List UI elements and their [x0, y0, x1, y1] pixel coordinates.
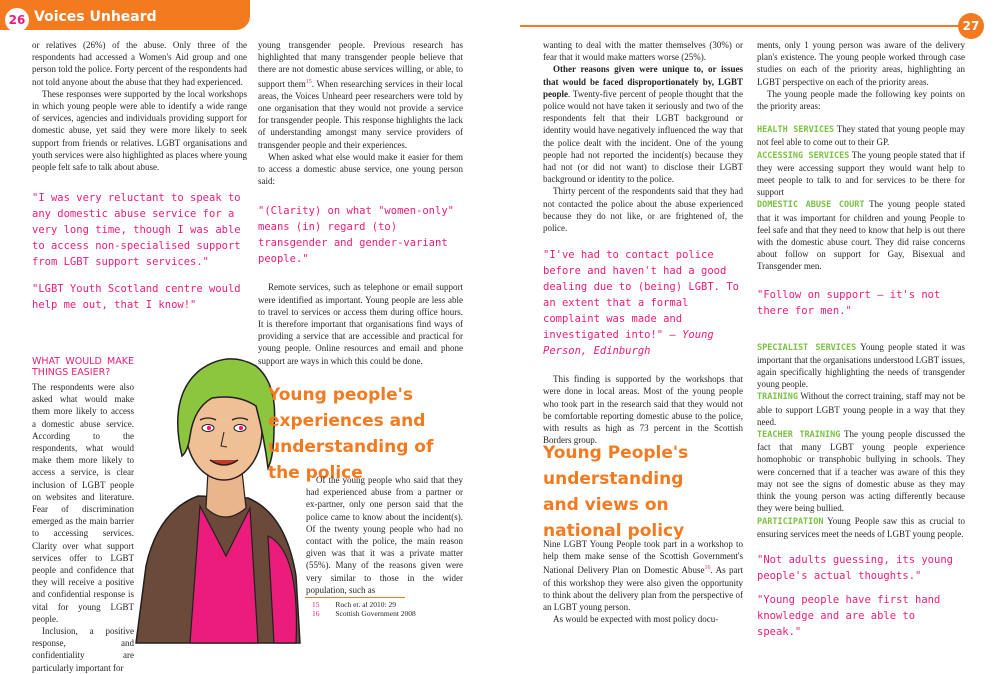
- section-heading: WHAT WOULD MAKE THINGS EASIER?: [32, 356, 134, 378]
- text: . When researching services in their local areas, the Voices Unheard peer researchers were told by one organisation that they would not provide a service for transgender people. This response highlights the lack of understanding amongst many service providers of transgender people and their experiences.: [258, 78, 463, 150]
- paragraph: Thirty percent of the respondents said that they had not contacted the police about the abuse experienced because they do not like, or are frightened of, the police.: [543, 186, 743, 234]
- quote-attribution: – Young Person, Edinburgh: [543, 329, 714, 358]
- priority-text: They stated that young people may not feel able to come out to their GP.: [757, 124, 966, 148]
- quote-text: "I've had to contact police before and haven't had a good dealing due to (being) LGBT. To an extent that a formal complaint was made and investigated into!": [543, 249, 739, 342]
- national-policy-heading: Young People's understanding and views on national policy: [543, 443, 689, 541]
- footnote-number: 16: [312, 609, 320, 618]
- paragraph: This finding is supported by the workshops that were done in local areas. Most of the young people who took part in the research said that they would not be comfortable reporting domestic abuse to the police, with results as high as 73 percent in the Scottish Borders group.: [543, 374, 743, 446]
- priority-participation: [757, 515, 965, 540]
- column-2-lower: [306, 474, 463, 596]
- priority-health: [757, 123, 965, 148]
- paragraph: Remote services, such as telephone or email support were identified as important. Young people are less able to travel to services or access them during office hours. It is therefore important that organisations find ways of providing a service that are accessible and practical for young people. Online resources and email and phone support are ways in which this could be done.: [258, 282, 463, 366]
- paragraph: The respondents were also asked what would make them more likely to access a domestic abuse service. According to the respondents, what would make them more likely to access a service, is clear inclusion of LGBT people on websites and literature. Fear of discrimination emerged as the main barrier to accessing services. Clarity over what support services offer to LGBT people and confidence that they will receive a positive and confidential response is vital for young LGBT people.: [32, 382, 134, 624]
- police-heading: Young people's experiences and understanding of the police: [268, 385, 434, 483]
- priority-label: SPECIALIST SERVICES: [757, 342, 857, 353]
- right-page-number: 27: [958, 13, 984, 39]
- paragraph: wanting to deal with the matter themselves (30%) or fear that it would make matters worse (25%).: [543, 40, 743, 63]
- pull-quote: "Follow on support – it's not there for men.": [757, 288, 941, 317]
- footnote-ref: 15: [305, 78, 312, 85]
- priority-text: The young people stated that it was important for children and young People to feel safe and that they need to know that help is out there with the domestic abuse court. They did raise concerns about follow on support for Gay, Bisexual and Transgender men.: [757, 199, 965, 272]
- footnote-text: Scottish Government 2008: [335, 609, 416, 618]
- footnote-rule: [305, 597, 405, 598]
- column-1: [32, 39, 247, 313]
- bold-text: Other reasons given were unique to, or issues that would be faced disproportionately by, LGBT people: [543, 64, 743, 99]
- paragraph: The young people made the following key points on the priority areas:: [757, 88, 965, 112]
- paragraph: These responses were supported by the local workshops in which young people were able to identify a wide range of services, agencies and individuals providing support for domestic abuse, yet said they were more likely to seek support from friends or relatives. LGBT organisations and youth services were also highlighted as places where young people felt safe to talk about abuse.: [32, 88, 247, 173]
- priority-court: [757, 198, 965, 272]
- pull-quote: "I was very reluctant to speak to any domestic abuse service for a very long time, though I was able to access non-specialised support from LGBT support services.": [32, 192, 241, 269]
- paragraph: or relatives (26%) of the abuse. Only three of the respondents had accessed a Women's Aid group and one person told the police. Forty percent of the respondents had not told anyone about the abuse that they had experienced.: [32, 40, 247, 87]
- paragraph: Of the young people who said that they had experienced abuse from a partner or ex-partner, only one person said that the police came to know about the incident(s). Of the twenty young people who had no contact with the police, the main reason given was that it was a private matter (55%). Many of the reasons given were very similar to those in the wider population, such as: [306, 475, 463, 595]
- footnote-16: [312, 609, 416, 618]
- priority-label: ACCESSING SERVICES: [757, 150, 850, 161]
- paragraph: [258, 39, 463, 151]
- column-2: [258, 39, 463, 367]
- footnote-ref: 16: [704, 565, 711, 572]
- priority-teacher-training: [757, 428, 965, 514]
- footnote-15: [312, 600, 396, 609]
- paragraph: ments, only 1 young person was aware of the delivery plan's existence. The young people worked through case studies on each of the priority areas, highlighting an LGBT perspective on each of the priority areas.: [757, 40, 965, 87]
- priority-training: [757, 390, 965, 428]
- text: Nine LGBT Young People took part in a workshop to help them make sense of the Scottish Government's National Delivery Plan on Domestic Abuse: [543, 539, 743, 576]
- paragraph: [543, 63, 743, 185]
- left-page-number: 26: [5, 8, 29, 32]
- priority-label: DOMESTIC ABUSE COURT: [757, 200, 865, 211]
- pull-quote: "Not adults guessing, its young people's actual thoughts.": [757, 553, 953, 582]
- priority-label: HEALTH SERVICES: [757, 125, 835, 136]
- paragraph: Inclusion, a positive response, and confidentiality are particularly important for: [32, 626, 134, 673]
- column-1-lower: [32, 356, 134, 674]
- footnote-number: 15: [312, 600, 320, 609]
- column-4: [757, 39, 965, 640]
- paragraph: As would be expected with most policy docu-: [553, 614, 719, 625]
- section-title: Voices Unheard: [34, 9, 157, 25]
- priority-text: Without the correct training, staff may not be able to support LGBT young people in a way that they need.: [757, 391, 965, 427]
- priority-label: TEACHER TRAINING: [757, 430, 841, 441]
- text: . As part of this workshop they were also given the opportunity to think about the delivery plan from the perspective of an LGBT young person.: [543, 565, 743, 613]
- priority-specialist: [757, 341, 965, 391]
- paragraph: [543, 538, 743, 613]
- priority-text: The young people discussed the fact that many LGBT young people experience homophobic or transphobic bullying in schools. They were concerned that if a teacher was aware of this they may not see the signs of domestic abuse as they may think the young person was acting differently because they were being bullied.: [757, 429, 965, 514]
- text: . Twenty-five percent of people thought that the police would not have taken it seriously and two of the respondents felt that their LGBT background or identity would have negatively influenced the way that the police dealt with the incident. One of the young people had not reported the incident(s) because they had not (or did not want) to disclose their LGBT background or identity to the police.: [543, 88, 743, 185]
- footnote-text: Roch et. al 2010: 29: [335, 600, 396, 609]
- text: young transgender people. Previous research has highlighted that many transgender people believe that there are not domestic abuse services willing, or able, to support them: [258, 40, 463, 89]
- priority-text: Young People saw this as crucial to ensuring services meet the needs of LGBT young people.: [757, 515, 966, 539]
- header-rule: [520, 25, 965, 27]
- pull-quote: [543, 247, 743, 359]
- priority-text: Young people stated it was important that the organisations understood LGBT issues, again specifically highlighting the needs of transgender young people.: [757, 341, 965, 390]
- priority-text: The young people stated that if they were accessing support they would want help to meet people to talk to and for services to be there for support: [757, 149, 966, 198]
- priority-label: TRAINING: [757, 392, 798, 403]
- priority-accessing: [757, 149, 965, 199]
- column-3: [543, 39, 743, 446]
- pull-quote: "(Clarity) on what "women-only" means (in) regard (to) transgender and gender-variant people.": [258, 205, 454, 266]
- pull-quote: "LGBT Youth Scotland centre would help me out, that I know!": [32, 283, 241, 312]
- priority-label: PARTICIPATION: [757, 516, 824, 527]
- pull-quote: "Young people have first hand knowledge and are able to speak.": [757, 593, 941, 638]
- paragraph: When asked what else would make it easier for them to access a domestic abuse service, one young person said:: [258, 151, 463, 187]
- column-3-lower: [543, 538, 743, 625]
